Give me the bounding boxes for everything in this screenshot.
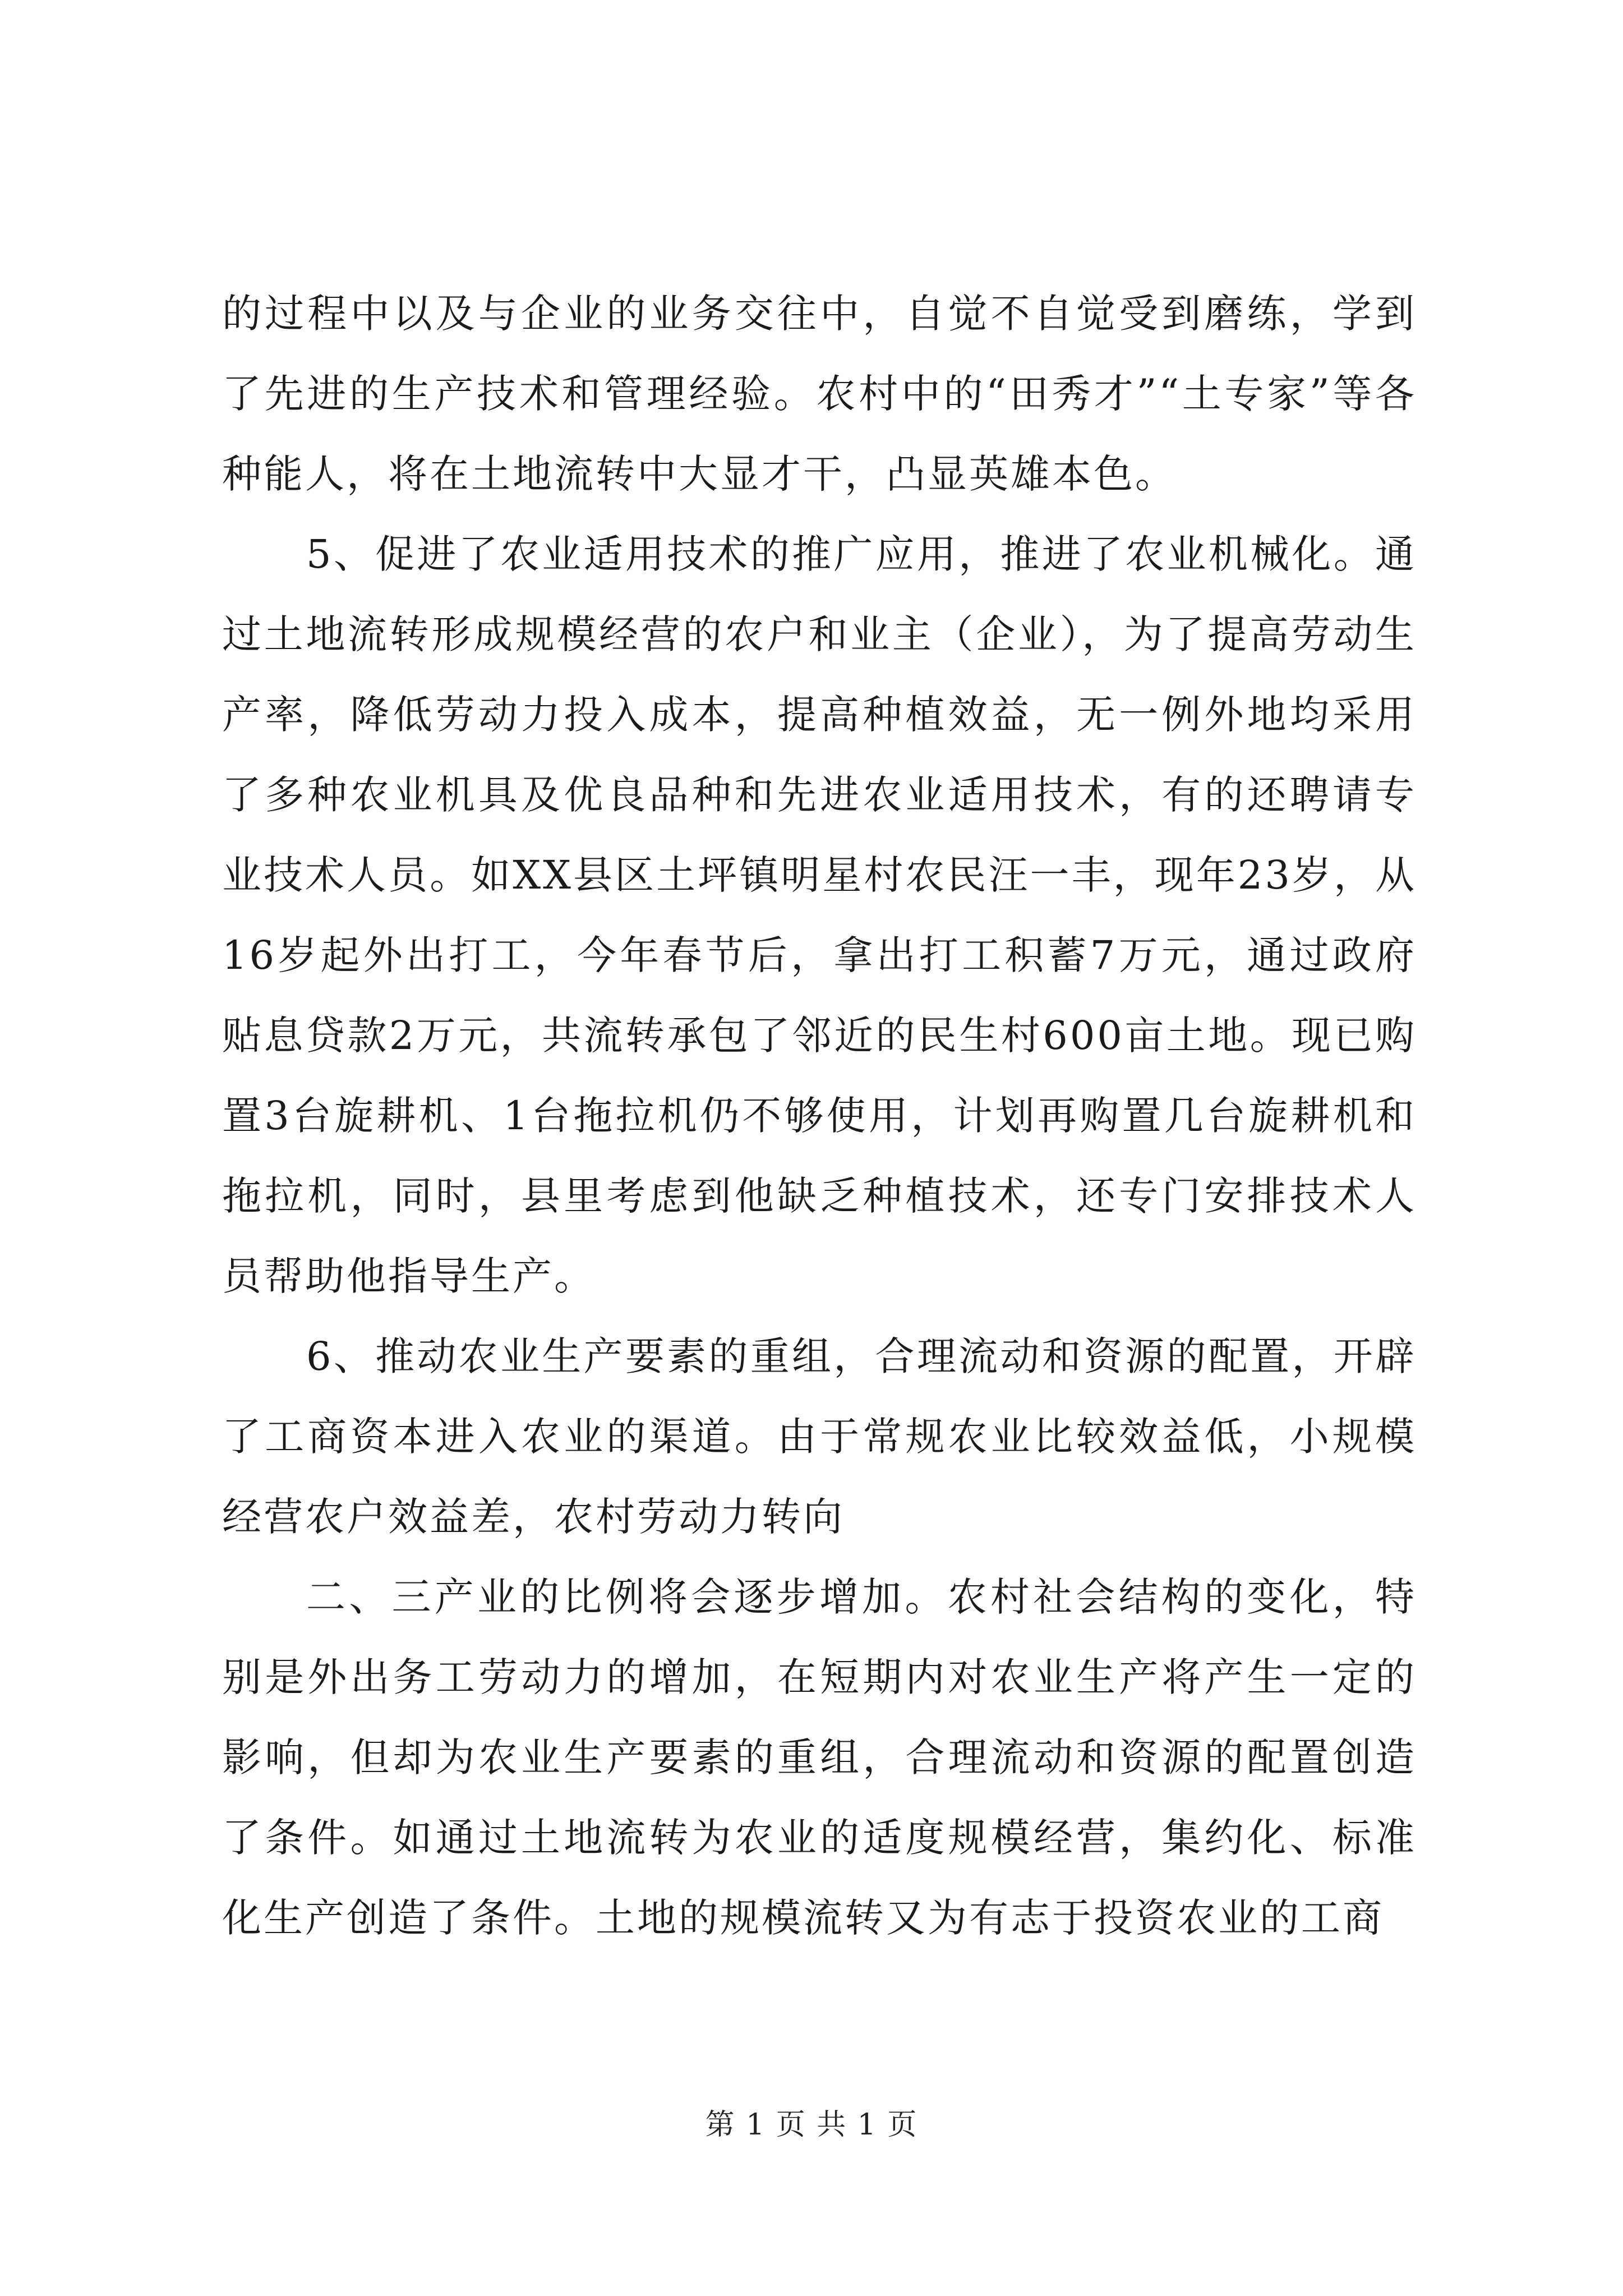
- paragraph-3: 6、推动农业生产要素的重组，合理流动和资源的配置，开辟了工商资本进入农业的渠道。由于常规农业比较效益低，小规模经营农户效益差，农村劳动力转向: [222, 1333, 1417, 1540]
- paragraph-1: 的过程中以及与企业的业务交往中，自觉不自觉受到磨练，学到了先进的生产技术和管理经验。农村中的“田秀才”“土专家”等各种能人，将在土地流转中大显才干，凸显英雄本色。: [222, 291, 1417, 497]
- paragraph-4: 二、三产业的比例将会逐步增加。农村社会结构的变化，特别是外出务工劳动力的增加，在短期内对农业生产将产生一定的影响，但却为农业生产要素的重组，合理流动和资源的配置创造了条件。如通过土地流转为农业的适度规模经营，集约化、标准化生产创造了条件。土地的规模流转又为有志于投资农业的工商: [222, 1574, 1417, 1941]
- page-footer: 第 1 页 共 1 页: [705, 2108, 918, 2142]
- paragraph-2: 5、促进了农业适用技术的推广应用，推进了农业机械化。通过土地流转形成规模经营的农户和业主（企业），为了提高劳动生产率，降低劳动力投入成本，提高种植效益，无一例外地均采用了多种农业机具及优良品种和先进农业适用技术，有的还聘请专业技术人员。如XX县区土坪镇明星村农民汪一丰，现年23岁，从16岁起外出打工，今年春节后，拿出打工积蓄7万元，通过政府贴息贷款2万元，共流转承包了邻近的民生村600亩土地。现已购置3台旋耕机、1台拖拉机仍不够使用，计划再购置几台旋耕机和拖拉机，同时，县里考虑到他缺乏种植技术，还专门安排技术人员帮助他指导生产。: [222, 531, 1417, 1299]
- body-text: [222, 274, 1417, 1958]
